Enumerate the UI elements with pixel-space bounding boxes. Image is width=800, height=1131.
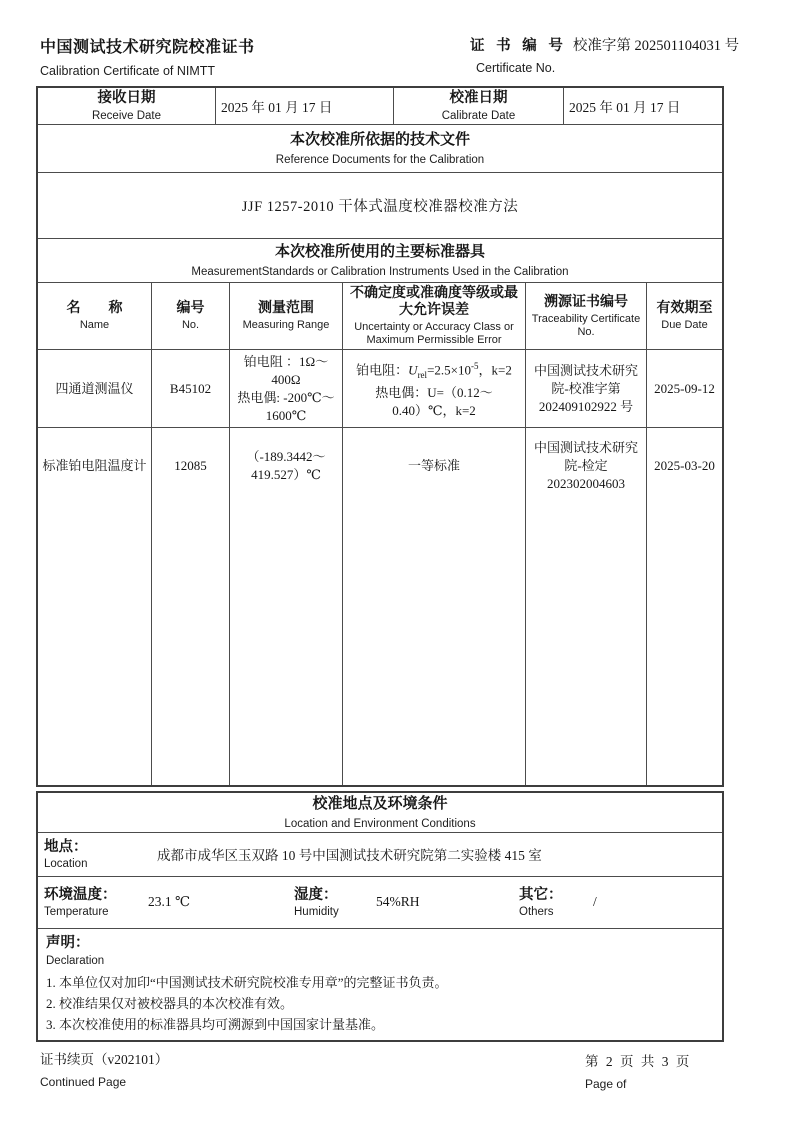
declaration-item-3: 3. 本次校准使用的标准器具均可溯源到中国国家计量基准。: [46, 1017, 385, 1032]
column-header-no-cn: 编号: [176, 301, 205, 316]
header-title-block: [40, 34, 255, 78]
temperature-label-en: Temperature: [44, 905, 109, 918]
standard-2-due-cell: [647, 428, 722, 785]
receive-date-label-en: Receive Date: [91, 110, 162, 122]
environment-header-cn: 校准地点及环境条件: [312, 795, 448, 812]
column-header-range-cn: 测量范围: [258, 301, 314, 316]
column-header-name-en: Name: [79, 319, 110, 331]
reference-header-cell: [38, 125, 722, 172]
column-header-no-en: No.: [181, 319, 200, 331]
calibrate-date-label-en: Calibrate Date: [441, 110, 516, 122]
standards-header-row: [38, 239, 722, 283]
standard-1-uncertainty-line1: [356, 357, 512, 384]
standard-1-no: B45102: [169, 380, 212, 396]
declaration-items: [46, 972, 448, 1035]
declaration-label-cn: 声明：: [46, 935, 90, 951]
receive-date-value: 2025 年 01 月 17 日: [221, 100, 333, 115]
column-header-range: [230, 283, 343, 349]
standard-2-name: 标准铂电阻温度计: [42, 458, 147, 473]
column-header-due-cn: 有效期至: [656, 301, 713, 316]
standard-2-uncertainty: 一等标准: [407, 458, 460, 473]
column-header-name: [38, 283, 152, 349]
standards-column-header-row: [38, 283, 722, 350]
location-label-block: [44, 838, 129, 871]
environment-header-row: [38, 793, 722, 833]
location-label-cn: 地点：: [44, 838, 88, 855]
standard-row-1: [38, 350, 722, 428]
humidity-label-block: [294, 886, 372, 919]
footer-page-number-cn: 第 2 页 共 3 页: [585, 1054, 692, 1069]
standard-1-uncertainty-cell: [343, 350, 526, 427]
certificate-number-label-cn: 证 书 编 号: [470, 38, 567, 54]
standard-2-uncertainty-cell: [343, 428, 526, 785]
main-table: [36, 86, 724, 787]
column-header-uncertainty: [343, 283, 526, 349]
column-header-name-cn: 名 称: [66, 301, 123, 316]
certificate-number-label-en: Certificate No.: [476, 61, 556, 75]
standards-header-en: MeasurementStandards or Calibration Instruments Used in the Calibration: [191, 265, 569, 278]
humidity-value: 54%RH: [376, 894, 420, 910]
standard-1-range-cell: [230, 350, 343, 427]
location-row: [38, 833, 722, 877]
declaration-cell: [38, 929, 722, 1040]
standard-row-2: [38, 428, 722, 785]
standard-2-traceability-cell: [526, 428, 647, 785]
standards-header-cell: [38, 239, 722, 282]
uncertainty-mid: =2.5×10: [427, 362, 471, 378]
declaration-item-1: 1. 本单位仅对加印“中国测试技术研究院校准专用章”的完整证书负责。: [46, 975, 448, 990]
reference-header-en: Reference Documents for the Calibration: [275, 153, 485, 166]
standard-2-traceability: 中国测试技术研究院-检定 202302004603: [533, 440, 638, 491]
standard-2-no-cell: [152, 428, 230, 785]
uncertainty-superscript: -5: [470, 361, 479, 372]
standard-2-range: （-189.3442～419.527）℃: [246, 449, 326, 482]
column-header-uncertainty-cn: 不确定度或准确度等级或最大允许误差: [350, 286, 518, 318]
receive-date-value-cell: [216, 88, 394, 124]
column-header-uncertainty-en: Uncertainty or Accuracy Class or Maximum Permissible Error: [354, 321, 514, 346]
location-label-en: Location: [44, 857, 88, 870]
environment-header-cell: [38, 793, 722, 832]
environment-header-en: Location and Environment Conditions: [284, 817, 476, 830]
standard-1-due: 2025-09-12: [654, 380, 715, 396]
page-title-cn: 中国测试技术研究院校准证书: [40, 39, 255, 56]
receive-date-label-cell: [38, 88, 216, 124]
column-header-traceability-en: Traceability Certificate No.: [531, 312, 641, 338]
column-header-no: [152, 283, 230, 349]
certificate-number-block: [470, 34, 739, 75]
column-header-range-en: Measuring Range: [242, 319, 330, 331]
standard-1-traceability: 中国测试技术研究院-校准字第 202409102922 号: [533, 362, 638, 414]
reference-document-cell: [38, 173, 722, 238]
environment-conditions-row: [38, 877, 722, 929]
column-header-traceability: [526, 283, 647, 349]
footer-continued-cn: 证书续页（v202101）: [40, 1052, 169, 1067]
column-header-due: [647, 283, 722, 349]
reference-document-text: JJF 1257-2010 干体式温度校准器校准方法: [241, 199, 519, 215]
column-header-due-en: Due Date: [661, 319, 708, 331]
footer-continued-en: Continued Page: [40, 1075, 127, 1089]
environment-table: [36, 791, 724, 1042]
declaration-label-en: Declaration: [46, 955, 105, 967]
receive-date-label-cn: 接收日期: [97, 90, 156, 106]
footer-page-number-en: Page of: [585, 1077, 627, 1091]
standard-1-range-line2: 热电偶: -200℃～1600℃: [237, 389, 335, 423]
reference-header-cn: 本次校准所依据的技术文件: [289, 131, 470, 148]
reference-document-row: [38, 173, 722, 239]
standard-2-due: 2025-03-20: [654, 458, 715, 473]
declaration-item-2: 2. 校准结果仅对被校器具的本次校准有效。: [46, 996, 294, 1011]
standard-1-traceability-cell: [526, 350, 647, 427]
uncertainty-prefix: 铂电阻：: [356, 362, 409, 378]
others-value: /: [593, 894, 597, 910]
standard-1-name: 四通道测温仪: [55, 380, 134, 396]
standard-1-no-cell: [152, 350, 230, 427]
humidity-label-cn: 湿度：: [294, 886, 338, 903]
uncertainty-subscript: rel: [417, 369, 428, 380]
temperature-label-cn: 环境温度：: [44, 886, 117, 903]
uncertainty-symbol: U: [408, 362, 418, 378]
standard-2-no: 12085: [174, 458, 207, 473]
standard-1-range-line1: 铂电阻 ：1Ω～400Ω: [243, 353, 329, 387]
certificate-number-value: 校准字第 202501104031 号: [572, 38, 740, 54]
column-header-traceability-cn: 溯源证书编号: [544, 294, 628, 310]
page-title-en: Calibration Certificate of NIMTT: [40, 64, 216, 78]
dates-row: [38, 88, 722, 125]
location-value: 成都市成华区玉双路 10 号中国测试技术研究院第二实验楼 415 室: [157, 848, 542, 864]
certificate-number-line: [470, 34, 739, 55]
calibrate-date-label-cell: [394, 88, 564, 124]
location-cell: [38, 833, 722, 876]
calibrate-date-value-cell: [564, 88, 722, 124]
declaration-row: [38, 929, 722, 1040]
humidity-label-en: Humidity: [294, 905, 339, 918]
footer-page-block: [585, 1050, 691, 1091]
others-label-cn: 其它：: [519, 886, 563, 903]
calibrate-date-value: 2025 年 01 月 17 日: [569, 100, 681, 115]
standard-1-uncertainty-line2: 热电偶：U=（0.12～0.40）℃，k=2: [375, 384, 493, 418]
standard-2-name-cell: [38, 428, 152, 785]
temperature-value: 23.1 ℃: [148, 894, 191, 910]
standard-1-due-cell: [647, 350, 722, 427]
standards-header-cn: 本次校准所使用的主要标准器具: [274, 243, 485, 260]
calibrate-date-label-cn: 校准日期: [449, 90, 508, 106]
uncertainty-postfix: ，k=2: [478, 362, 512, 378]
reference-header-row: [38, 125, 722, 173]
standard-2-range-cell: [230, 428, 343, 785]
footer-continued-block: [40, 1048, 168, 1089]
others-label-block: [519, 886, 589, 919]
standard-1-name-cell: [38, 350, 152, 427]
environment-conditions-cell: [38, 877, 722, 928]
temperature-label-block: [44, 886, 144, 919]
others-label-en: Others: [519, 905, 554, 918]
